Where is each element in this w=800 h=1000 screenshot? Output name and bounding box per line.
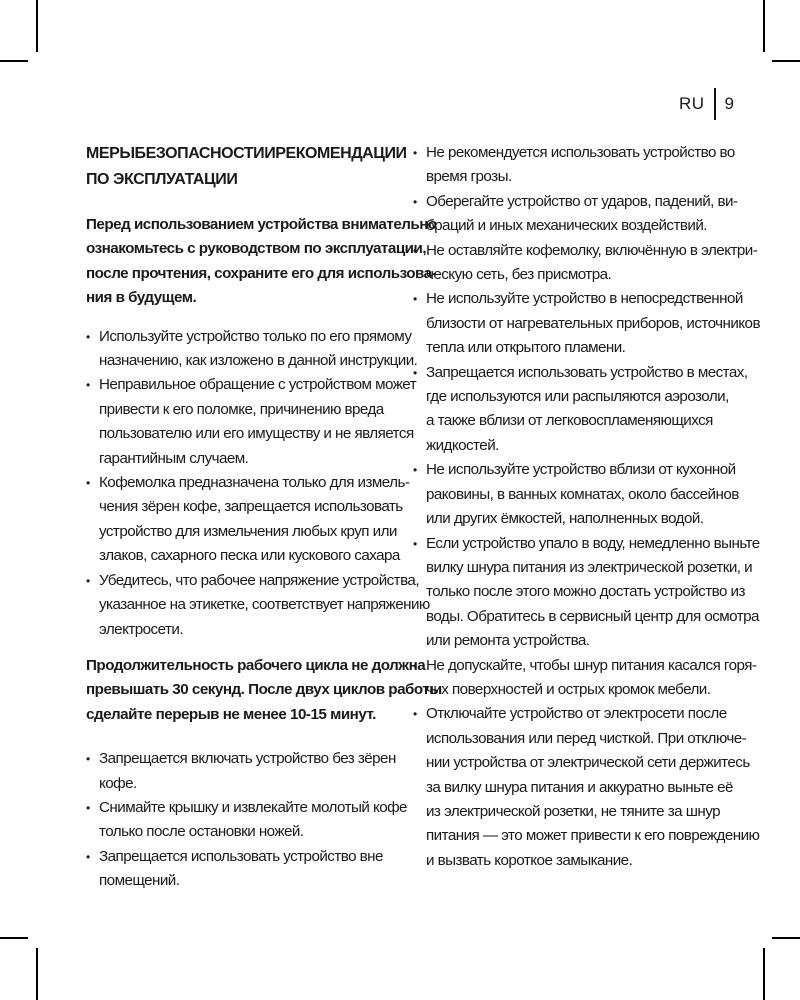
text-line: • Кофемолка предназначена только для измель- (99, 474, 410, 492)
page-number: 9 (724, 94, 734, 113)
text-line: • Оберегайте устройство от ударов, падений, ви- (426, 192, 738, 210)
list-item (86, 471, 410, 569)
text-line: близости от нагревательных приборов, источников (426, 314, 760, 332)
crop-mark-top-right-h (772, 60, 800, 62)
crop-mark-bottom-left-h (0, 937, 28, 939)
text-line: браций и иных механических воздействий. (426, 217, 707, 235)
text-line: Перед использованием устройства внимательно (86, 216, 437, 233)
list-item (413, 532, 760, 654)
text-line: • Запрещается включать устройство без зёрен (99, 750, 396, 768)
crop-mark-bottom-left (36, 948, 38, 1000)
crop-mark-bottom-right (763, 948, 765, 1000)
text-line: чения зёрен кофе, запрещается использовать (99, 498, 403, 516)
text-line: тепла или открытого пламени. (426, 339, 626, 357)
language-code: RU (678, 94, 705, 113)
text-line: после прочтения, сохраните его для использова- (86, 264, 437, 282)
text-line: ческую сеть, без присмотра. (426, 266, 612, 284)
text-line: или ремонта устройства. (426, 632, 590, 650)
text-line: пользователю или его имуществу и не является (99, 425, 414, 443)
section-heading (86, 141, 407, 193)
text-line: устройство для измельчения любых круп или (99, 522, 397, 540)
text-line: раковины, в ванных комнатах, около бассейнов (426, 485, 739, 503)
text-line: или других ёмкостей, наполненных водой. (426, 510, 704, 528)
list-item (413, 141, 735, 190)
intro-paragraph (86, 213, 437, 311)
page-header (679, 88, 734, 120)
text-line: указанное на этикетке, соответствует напряжению (99, 596, 430, 614)
text-line: ознакомьтесь с руководством по эксплуатации, (86, 240, 427, 258)
text-line: за вилку шнура питания и аккуратно выньте её (426, 778, 733, 796)
text-line: • Не используйте устройство в непосредственной (426, 290, 743, 308)
crop-mark-top-left (36, 0, 38, 52)
crop-mark-top-left-h (0, 60, 28, 62)
list-item (86, 325, 418, 374)
text-line: вилку шнура питания из электрической розетки, и (426, 558, 753, 576)
text-line: время грозы. (426, 168, 512, 186)
text-line: а также вблизи от легковоспламеняющихся (426, 412, 713, 430)
text-line: и вызвать короткое замыкание. (426, 851, 633, 869)
list-item (413, 361, 748, 459)
text-line: • Запрещается использовать устройство в местах, (426, 363, 748, 381)
list-item (413, 190, 738, 239)
text-line: кофе. (99, 774, 137, 792)
list-item (413, 287, 760, 360)
text-line: • Убедитесь, что рабочее напряжение устройства, (99, 571, 419, 589)
list-item (86, 845, 402, 894)
text-line: назначению, как изложено в данной инструкции. (99, 352, 418, 370)
list-item (86, 747, 402, 796)
right-column (413, 141, 760, 873)
text-line: • Используйте устройство только по его прямому (99, 327, 412, 345)
text-line: • Если устройство упало в воду, немедленно выньте (426, 534, 760, 552)
list-item (413, 239, 758, 288)
safety-list-3 (413, 141, 760, 873)
text-line: сделайте перерыв не менее 10-15 минут. (86, 705, 376, 723)
text-line: привести к его поломке, причинению вреда (99, 400, 384, 418)
text-line: гарантийным случаем. (99, 449, 249, 467)
text-line: только после остановки ножей. (99, 823, 304, 841)
text-line: где используются или распыляются аэрозоли, (426, 388, 729, 406)
text-line: использования или перед чисткой. При отключе- (426, 729, 747, 747)
text-line: ПО ЭКСПЛУАТАЦИИ (86, 171, 238, 188)
text-line: электросети. (99, 620, 183, 638)
text-line: • Снимайте крышку и извлекайте молотый кофе (99, 798, 407, 816)
text-line: • Неправильное обращение с устройством может (99, 376, 417, 394)
text-line: • Не используйте устройство вблизи от кухонной (426, 461, 736, 479)
header-separator (714, 88, 716, 120)
safety-list-1 (86, 325, 430, 642)
list-item (413, 458, 739, 531)
safety-list-2 (86, 747, 407, 893)
list-item (86, 796, 407, 845)
text-line: • Отключайте устройство от электросети после (426, 705, 727, 723)
text-line: жидкостей. (426, 436, 499, 454)
list-item (86, 373, 417, 471)
crop-mark-top-right (763, 0, 765, 52)
cycle-note-paragraph (86, 654, 442, 727)
text-line: чих поверхностей и острых кромок мебели. (426, 680, 711, 698)
text-line: помещений. (99, 872, 180, 890)
list-item (413, 654, 757, 703)
text-line: • Запрещается использовать устройство вне (99, 847, 383, 865)
text-line: Продолжительность рабочего цикла не должна (86, 656, 426, 674)
text-line: нии устройства от электрической сети держитесь (426, 754, 750, 772)
text-line: из электрической розетки, не тяните за шнур (426, 802, 720, 820)
text-line: превышать 30 секунд. После двух циклов работы (86, 681, 442, 699)
text-line: • Не рекомендуется использовать устройство во (426, 144, 735, 161)
text-line: только после этого можно достать устройство из (426, 583, 745, 601)
crop-mark-bottom-right-h (772, 937, 800, 939)
list-item (413, 702, 760, 873)
list-item (86, 569, 430, 642)
text-line: ния в будущем. (86, 289, 197, 307)
text-line: МЕРЫБЕЗОПАСНОСТИИРЕКОМЕНДАЦИИ (86, 145, 407, 162)
text-line: злаков, сахарного песка или кускового сахара (99, 547, 400, 565)
text-line: воды. Обратитесь в сервисный центр для осмотра (426, 607, 759, 625)
text-line: • Не оставляйте кофемолку, включённую в электри- (426, 241, 758, 259)
left-column (86, 141, 442, 894)
text-line: • Не допускайте, чтобы шнур питания касался горя- (426, 656, 757, 674)
text-line: питания — это может привести к его повреждению (426, 827, 760, 845)
